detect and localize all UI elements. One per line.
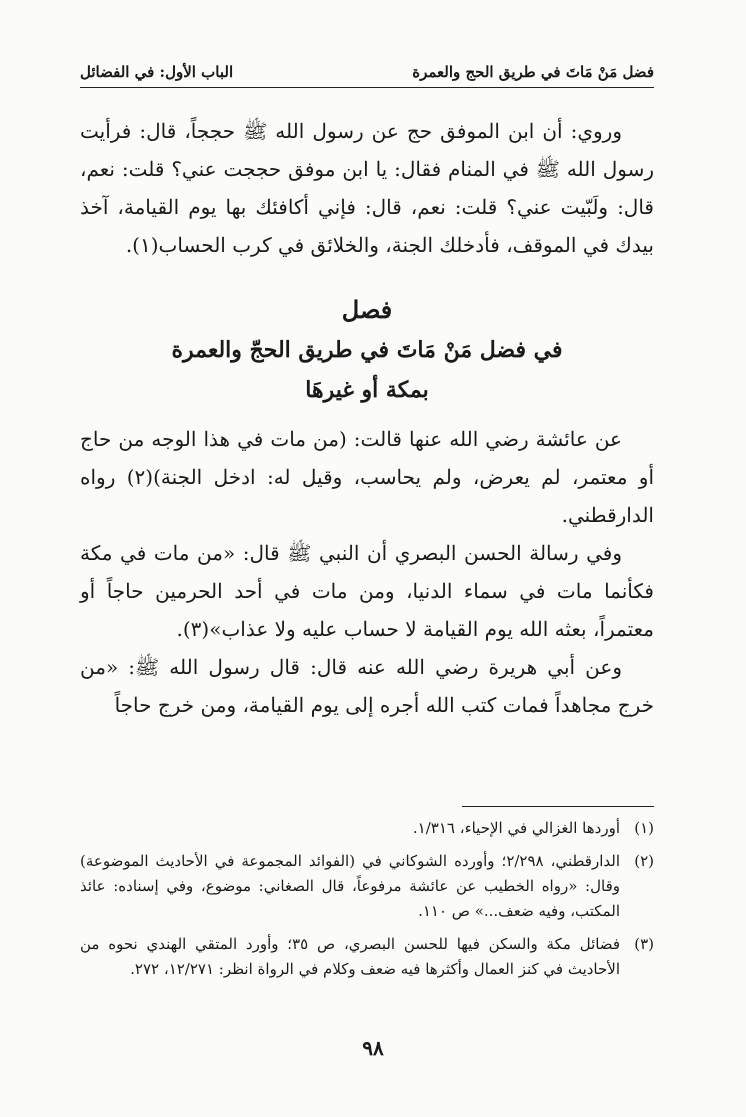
footnote-text: فضائل مكة والسكن فيها للحسن البصري، ص ٣٥؛ وأورد المتقي الهندي نحوه من الأحاديث في كنز العمال وأكثرها فيه ضعف وكلام في الرواة انظر: ١٢/٢٧١، ٢٧٢.: [80, 935, 620, 978]
chapter-title: فضل مَنْ مَاتَ في طريق الحج والعمرة: [412, 63, 654, 81]
paragraph: وعن أبي هريرة رضي الله عنه قال: قال رسول الله ﷺ: «من خرج مجاهداً فمات كتب الله أجره إلى يوم القيامة، ومن خرج حاجاً: [80, 655, 654, 717]
main-text: [80, 112, 654, 724]
section-heading: [80, 290, 654, 410]
section-title: الباب الأول: في الفضائل: [80, 63, 234, 81]
footnote-text: أوردها الغزالي في الإحياء، ١/٣١٦.: [412, 819, 620, 837]
footnote: [80, 849, 654, 924]
footnotes: [80, 816, 654, 990]
section-title-line-2: بمكة أو غيرهَا: [305, 377, 429, 403]
paragraph: وروي: أن ابن الموفق حج عن رسول الله ﷺ حججاً، قال: فرأيت رسول الله ﷺ في المنام فقال: يا ابن موفق حججت عني؟ قلت: نعم، قال: ولَبّيت عني؟ قلت: نعم، قال: فإني أكافئك بها يوم القيامة، آخذ بيدك في الموقف، فأدخلك الجنة، والخلائق في كرب الحساب(١).: [80, 119, 654, 257]
footnote-text: الدارقطني، ٢/٢٩٨؛ وأورده الشوكاني في (الفوائد المجموعة في الأحاديث الموضوعة) وقال: «رواه الخطيب عن عائشة مرفوعاً، قال الصغاني: موضوع، وفي إسناده: عائذ المكتب، وفيه ضعف...» ص ١١٠.: [80, 852, 620, 920]
footnote-number: (١): [634, 819, 654, 837]
paragraph: عن عائشة رضي الله عنها قالت: (من مات في هذا الوجه من حاج أو معتمر، لم يعرض، ولم يحاسب، وقيل له: ادخل الجنة)(٢) رواه الدارقطني.: [80, 427, 654, 527]
section-label: فصل: [341, 295, 393, 324]
footnote-number: (٣): [634, 935, 654, 953]
section-title-line-1: في فضل مَنْ مَاتَ في طريق الحجّ والعمرة: [171, 337, 563, 363]
page-number: ٩٨: [362, 1036, 384, 1060]
footnote: [80, 816, 654, 841]
footnote-divider: [462, 806, 654, 807]
running-header: [80, 50, 654, 88]
paragraph: وفي رسالة الحسن البصري أن النبي ﷺ قال: «من مات في مكة فكأنما مات في سماء الدنيا، ومن مات في أحد الحرمين حاجاً أو معتمراً، بعثه الله يوم القيامة لا حساب عليه ولا عذاب»(٣).: [80, 541, 654, 641]
footnote: [80, 932, 654, 982]
footnote-number: (٢): [634, 852, 654, 870]
